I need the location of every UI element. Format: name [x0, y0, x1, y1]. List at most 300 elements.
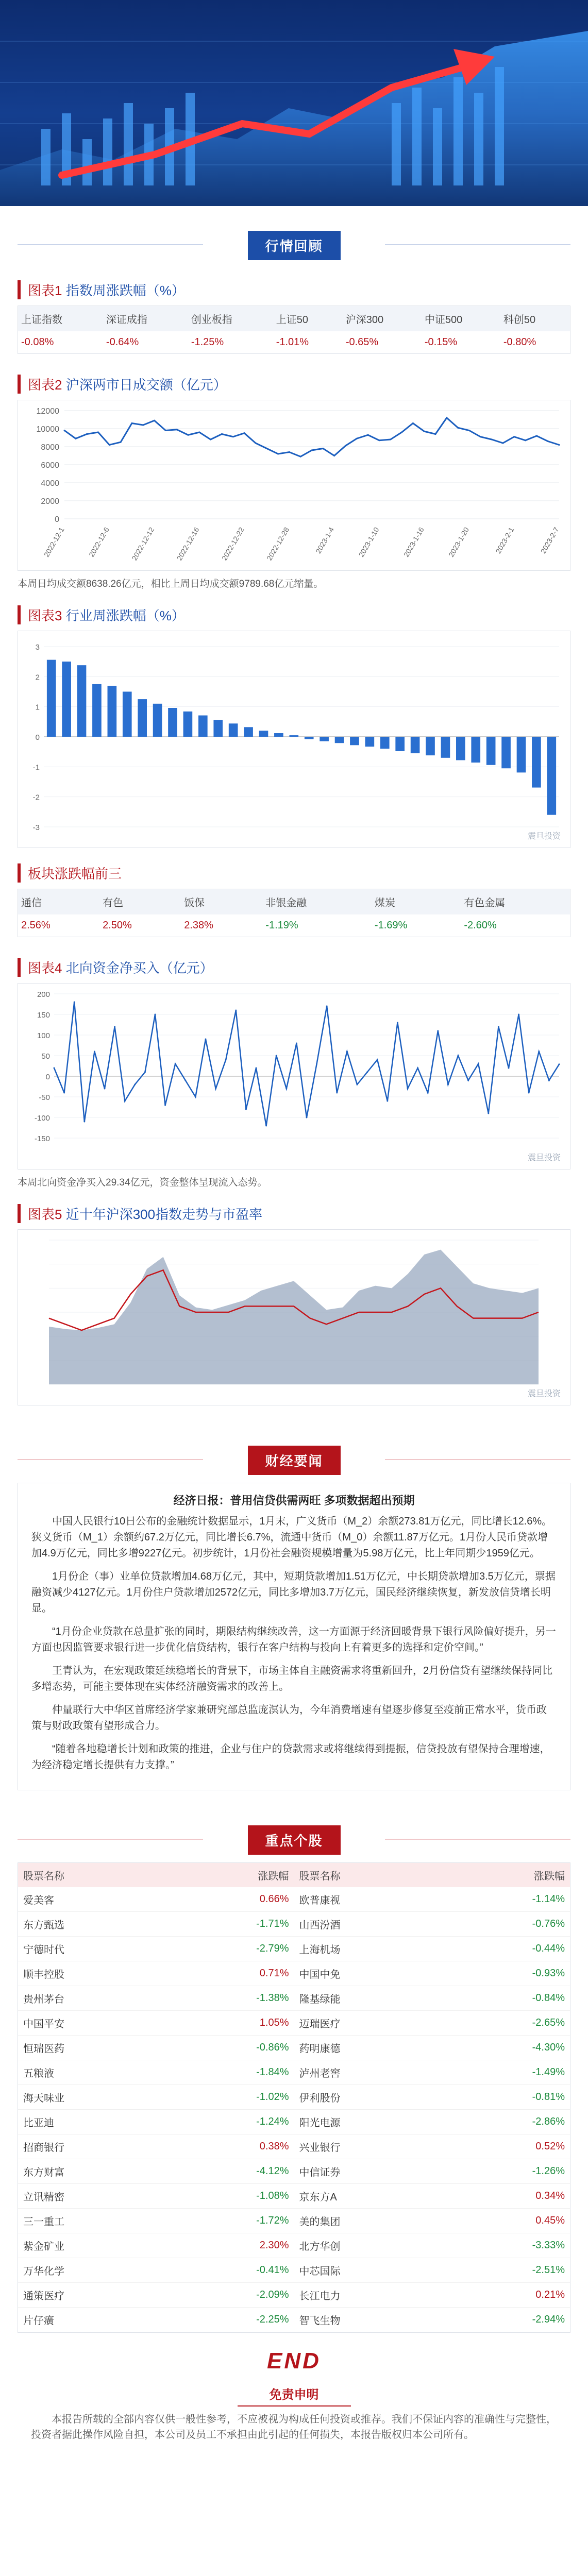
fig3-bar — [350, 737, 359, 745]
stock-name: 中信证券 — [294, 2159, 444, 2184]
fig2-y-tick: 0 — [55, 515, 59, 524]
stock-change: -3.33% — [445, 2233, 570, 2258]
fig4-point — [366, 1072, 368, 1073]
fig2-turnover-chart — [18, 400, 571, 570]
fig2-y-tick: 6000 — [41, 461, 59, 470]
fig1-value: -0.08% — [21, 336, 54, 348]
stock-name: 智飞生物 — [294, 2308, 444, 2332]
stock-change: 0.45% — [445, 2209, 570, 2233]
fig3-title: 图表3 行业周涨跌幅（%） — [18, 605, 570, 624]
fig2-x-tick: 2023-1-20 — [447, 526, 471, 558]
stock-name: 兴业银行 — [294, 2134, 444, 2159]
fig3-bar — [168, 708, 177, 737]
stock-change: -1.02% — [169, 2085, 294, 2110]
fig4-point — [417, 1067, 418, 1069]
stock-name: 通策医疗 — [18, 2283, 169, 2308]
fig2-point — [502, 443, 503, 444]
keypoints-row — [18, 2209, 570, 2233]
fig4-y-tick: 50 — [41, 1052, 50, 1061]
fig2-point — [491, 439, 493, 440]
fig3-bar — [123, 692, 132, 737]
fig3-bar — [213, 720, 223, 737]
fig2-x-tick: 2022-12-12 — [130, 526, 156, 562]
stock-change: -2.51% — [445, 2258, 570, 2283]
sector-header: 饭保 — [181, 889, 262, 914]
fig2-y-tick: 12000 — [36, 407, 59, 416]
fig2-point — [109, 444, 110, 446]
fig4-point — [447, 1084, 449, 1086]
sector-value: -1.19% — [265, 920, 298, 931]
fig4-point — [559, 1063, 560, 1065]
stock-change: -1.49% — [445, 2060, 570, 2085]
fig4-point — [74, 1002, 75, 1003]
fig4-point — [437, 1030, 439, 1032]
sector-value: -1.69% — [374, 920, 408, 931]
fig4-point — [316, 1063, 317, 1065]
fig4-point — [144, 1072, 146, 1073]
stock-name: 五粮液 — [18, 2060, 169, 2085]
fig2-point — [401, 432, 402, 433]
stock-change: 2.30% — [169, 2233, 294, 2258]
fig2-point — [367, 434, 369, 436]
fig4-point — [518, 1014, 519, 1015]
news-headline: 经济日报：普用信贷供需两旺 多项数据超出预期 — [173, 1494, 415, 1507]
fig4-point — [94, 1051, 95, 1053]
stock-change: -0.76% — [445, 1912, 570, 1937]
news-paragraph: 仲量联行大中华区首席经济学家兼研究部总监庞溟认为，今年消费增速有望逐步修复至疫前正常水平，货币政策与财政政策有望形成合力。 — [31, 1704, 547, 1732]
fig4-point — [336, 1092, 338, 1094]
news-paragraph: 王青认为，在宏观政策延续稳增长的背景下，市场主体自主融资需求将重新回升，2月份信贷有望继续保持同比多增态势，可能主要体现在实体经济融资需求的改善上。 — [31, 1665, 553, 1692]
fig2-point — [266, 448, 267, 449]
fig3-bar — [456, 737, 465, 760]
stock-name: 顺丰控股 — [18, 1961, 169, 1986]
stock-name: 万华化学 — [18, 2258, 169, 2283]
stock-change: -2.09% — [169, 2283, 294, 2308]
sector-header: 有色 — [99, 889, 181, 914]
stock-name: 上海机场 — [294, 1937, 444, 1961]
fig4-point — [528, 1092, 530, 1094]
stock-name: 比亚迪 — [18, 2110, 169, 2134]
news-paragraph: 中国人民银行10日公布的金融统计数据显示，1月末，广义货币（M_2）余额273.81万亿元，同比增长12.6%。狭义货币（M_1）余额约67.2万亿元，同比增长6.7%，流通中货币（M_0）余额11.87万亿元。1月份人民币贷款增加4.9万亿元，同比多增9227亿元。初步统计，1月份社会融资规模增量为5.98万亿元，比上年同期少1959亿元。 — [31, 1516, 552, 1559]
keypoints-row — [18, 2036, 570, 2060]
fig4-point — [478, 1063, 479, 1065]
stock-change: -0.86% — [169, 2036, 294, 2060]
fig2-point — [221, 433, 223, 435]
fig3-bar — [274, 733, 283, 737]
stock-change: 1.05% — [169, 2011, 294, 2036]
news-paragraph: “随着各地稳增长计划和政策的推进，企业与住户的贷款需求或将继续得到提振，信贷投放有望保持合理增速，为经济稳定增长提供有力支撑。” — [31, 1743, 550, 1771]
fig1-value: -0.80% — [503, 336, 536, 348]
fig1-header: 创业板指 — [188, 306, 273, 331]
fig4-point — [467, 1080, 469, 1081]
sector-table-box — [18, 889, 570, 937]
fig1-table — [18, 306, 570, 353]
fig3-bar — [517, 737, 526, 772]
fig2-point — [311, 450, 313, 451]
fig5-watermark: 震旦投资 — [527, 1389, 561, 1398]
fig2-point — [513, 436, 515, 437]
stock-change: -1.72% — [169, 2209, 294, 2233]
fig1-table-box — [18, 306, 570, 354]
fig4-point — [488, 1113, 489, 1114]
fig4-point — [83, 1121, 85, 1123]
fig3-bar — [532, 737, 541, 788]
fig1-value: -0.64% — [106, 336, 139, 348]
fig2-x-tick: 2022-12-1 — [42, 526, 66, 558]
sector-header: 煤炭 — [372, 889, 461, 914]
fig2-x-tick: 2023-2-7 — [539, 526, 561, 555]
keypoints-row — [18, 2060, 570, 2085]
fig2-point — [255, 443, 256, 444]
fig2-x-tick: 2022-12-16 — [175, 526, 201, 562]
keypoints-row — [18, 1937, 570, 1961]
stock-name: 紫金矿业 — [18, 2233, 169, 2258]
fig2-x-tick: 2023-1-16 — [402, 526, 426, 558]
fig2-note: 本周日均成交额8638.26亿元，相比上周日均成交额9789.68亿元缩量。 — [18, 579, 324, 589]
fig4-point — [235, 1010, 237, 1011]
fig2-chart-box — [18, 400, 570, 571]
fig4-y-tick: 100 — [37, 1031, 50, 1040]
disclaimer-text: 本报告所载的全部内容仅供一般性参考，不应被视为构成任何投资或推荐。我们不保证内容的准确性与完整性，投资者据此操作风险自担，本公司及员工不承担由此引起的任何损失，本报告版权归本公司所有。 — [31, 2414, 557, 2441]
fig3-industry-chart — [18, 631, 571, 848]
stock-change: -2.25% — [169, 2308, 294, 2332]
fig3-bar — [244, 727, 253, 737]
keypoints-row — [18, 2134, 570, 2159]
fig4-point — [215, 1088, 216, 1090]
fig1-value: -1.01% — [276, 336, 309, 348]
stock-name: 隆基绿能 — [294, 1986, 444, 2011]
fig2-point — [244, 432, 245, 434]
fig2-point — [64, 430, 65, 431]
fig4-point — [407, 1088, 409, 1090]
fig4-point — [357, 1084, 358, 1086]
fig3-bar — [501, 737, 511, 768]
fig2-y-tick: 10000 — [36, 425, 59, 434]
stock-name: 伊利股份 — [294, 2085, 444, 2110]
sector-value: -2.60% — [464, 920, 497, 931]
fig4-y-tick: 200 — [37, 990, 50, 999]
fig2-point — [345, 445, 346, 447]
fig4-point — [548, 1080, 550, 1081]
fig4-point — [346, 1051, 348, 1053]
fig4-point — [155, 1014, 156, 1015]
stock-name: 立讯精密 — [18, 2184, 169, 2209]
fig4-watermark: 震旦投资 — [527, 1154, 561, 1162]
fig4-point — [164, 1105, 166, 1106]
fig4-point — [458, 1055, 459, 1057]
stock-change: -2.79% — [169, 1937, 294, 1961]
fig4-chart-box — [18, 983, 570, 1170]
fig1-value: -0.15% — [424, 336, 458, 348]
fig2-point — [86, 433, 88, 435]
fig2-point — [154, 420, 155, 421]
fig4-y-tick: 150 — [37, 1011, 50, 1020]
fig2-point — [232, 436, 234, 437]
fig2-point — [547, 440, 549, 442]
fig4-series-line — [54, 1002, 559, 1126]
fig3-bar — [441, 737, 450, 758]
stock-name: 招商银行 — [18, 2134, 169, 2159]
fig2-point — [176, 429, 178, 430]
fig3-y-tick: -3 — [32, 823, 40, 832]
fig4-point — [134, 1084, 136, 1086]
fig1-header: 中证500 — [422, 306, 500, 331]
stock-name: 三一重工 — [18, 2209, 169, 2233]
fig2-x-tick: 2022-12-22 — [220, 526, 246, 562]
fig2-point — [536, 435, 537, 437]
keypoints-row — [18, 1912, 570, 1937]
stock-name: 中国平安 — [18, 2011, 169, 2036]
sector-value: 2.56% — [21, 920, 51, 931]
fig3-bar — [547, 737, 556, 815]
sector-table — [18, 889, 570, 937]
fig1-header: 科创50 — [500, 306, 570, 331]
fig4-point — [397, 1022, 398, 1024]
stock-name: 欧普康视 — [294, 1887, 444, 1912]
section-tag-news: 财经要闻 — [247, 1446, 340, 1475]
stock-name: 爱美客 — [18, 1887, 169, 1912]
fig3-bar — [426, 737, 435, 755]
stock-name: 中国中免 — [294, 1961, 444, 1986]
stock-name: 山西汾酒 — [294, 1912, 444, 1937]
fig2-point — [75, 438, 76, 439]
stock-name: 片仔癀 — [18, 2308, 169, 2332]
stock-name: 宁德时代 — [18, 1937, 169, 1961]
fig2-x-tick: 2022-12-6 — [87, 526, 111, 558]
fig4-point — [104, 1088, 106, 1090]
stock-name: 海天味业 — [18, 2085, 169, 2110]
section-tag-market: 行情回顾 — [247, 231, 340, 260]
disclaimer-title: 免责申明 — [238, 2384, 351, 2406]
fig2-point — [165, 430, 166, 431]
fig2-point — [468, 430, 470, 431]
section-header-keypoints — [0, 1816, 588, 1862]
news-article — [18, 1483, 570, 1790]
fig4-point — [326, 1006, 328, 1007]
stock-change: -1.84% — [169, 2060, 294, 2085]
fig2-point — [277, 453, 279, 455]
stock-name: 迈瑞医疗 — [294, 2011, 444, 2036]
keypoints-header: 股票名称 — [294, 1863, 444, 1887]
fig4-point — [508, 1067, 510, 1069]
stock-name: 东方财富 — [18, 2159, 169, 2184]
stock-change: 0.71% — [169, 1961, 294, 1986]
fig3-bar — [365, 737, 375, 747]
stock-change: -1.71% — [169, 1912, 294, 1937]
fig4-point — [306, 1117, 308, 1118]
news-paragraph: “1月份企业贷款在总量扩张的同时，期限结构继续改善，这一方面源于经济回暖背景下银行风险偏好提升，另一方面也因监管要求银行进一步优化信贷结构，银行在客户结构与投向上有着更多的选择和定价空间。” — [31, 1626, 556, 1653]
fig3-y-tick: -1 — [32, 763, 40, 772]
fig3-bar — [62, 662, 71, 737]
fig2-point — [412, 422, 414, 424]
stock-change: -2.86% — [445, 2110, 570, 2134]
fig4-point — [285, 1088, 287, 1090]
fig2-point — [210, 439, 211, 440]
fig4-point — [498, 1026, 499, 1028]
fig4-point — [195, 1096, 196, 1098]
fig2-point — [390, 439, 391, 440]
hero-banner — [0, 0, 588, 206]
fig2-point — [333, 455, 335, 456]
fig5-csi300-chart — [18, 1230, 571, 1405]
fig3-y-tick: 1 — [35, 703, 40, 712]
stock-name: 阳光电源 — [294, 2110, 444, 2134]
keypoints-row — [18, 2184, 570, 2209]
fig2-point — [356, 438, 358, 439]
fig4-point — [205, 1039, 207, 1040]
fig3-bar — [471, 737, 480, 762]
fig4-point — [387, 1100, 388, 1102]
keypoints-row — [18, 1887, 570, 1912]
fig4-point — [256, 1067, 257, 1069]
fig4-title: 图表4 北向资金净买入（亿元） — [18, 958, 570, 977]
stock-change: -1.08% — [169, 2184, 294, 2209]
keypoints-row — [18, 1961, 570, 1986]
fig2-point — [300, 456, 301, 457]
keypoints-row — [18, 2085, 570, 2110]
stock-change: -1.26% — [445, 2159, 570, 2184]
stock-name: 京东方A — [294, 2184, 444, 2209]
fig3-bar — [108, 686, 117, 737]
fig3-bar — [47, 660, 56, 737]
news-paragraph: 1月份企（事）业单位贷款增加4.68万亿元，其中，短期贷款增加1.51万亿元，中长期贷款增加3.5万亿元，票据融资减少4127亿元。1月份住户贷款增加2572亿元，同比多增加3.7万亿元，国民经济继续恢复，新发放信贷增长明显。 — [31, 1571, 556, 1614]
fig3-chart-box — [18, 631, 570, 848]
fig4-point — [225, 1059, 227, 1061]
stock-change: 0.66% — [169, 1887, 294, 1912]
fig1-header: 沪深300 — [343, 306, 422, 331]
stock-name: 药明康德 — [294, 2036, 444, 2060]
fig2-point — [435, 433, 436, 435]
fig2-point — [424, 431, 425, 432]
fig4-point — [296, 1043, 297, 1044]
stock-change: -0.81% — [445, 2085, 570, 2110]
fig3-bar — [380, 737, 390, 749]
keypoints-row — [18, 2283, 570, 2308]
stock-name: 贵州茅台 — [18, 1986, 169, 2011]
stock-change: -4.12% — [169, 2159, 294, 2184]
end-marker — [0, 2348, 588, 2374]
fig2-point — [97, 432, 99, 433]
fig3-bar — [183, 711, 193, 737]
fig3-bar — [320, 737, 329, 741]
fig4-note: 本周北向资金净买入29.34亿元，资金整体呈现流入态势。 — [18, 1177, 267, 1188]
fig3-y-tick: -2 — [32, 793, 40, 802]
fig3-bar — [335, 737, 344, 743]
fig5-index-area — [49, 1250, 539, 1384]
stock-change: -1.24% — [169, 2110, 294, 2134]
fig2-point — [457, 427, 459, 429]
fig2-point — [120, 442, 122, 443]
stock-change: -0.44% — [445, 1937, 570, 1961]
fig1-value: -1.25% — [191, 336, 224, 348]
keypoints-table-box — [18, 1862, 570, 2333]
fig5-chart-box — [18, 1229, 570, 1405]
fig3-bar — [198, 716, 208, 737]
fig4-northbound-chart — [18, 984, 571, 1169]
fig2-point — [142, 425, 144, 426]
fig3-bar — [395, 737, 405, 751]
keypoints-row — [18, 1986, 570, 2011]
fig4-point — [377, 1059, 378, 1061]
sector-title: 板块涨跌幅前三 — [18, 863, 570, 883]
stock-change: -0.41% — [169, 2258, 294, 2283]
fig4-point — [245, 1109, 247, 1110]
section-tag-keypoints: 重点个股 — [247, 1825, 340, 1855]
fig2-point — [480, 436, 481, 437]
stock-name: 恒瑞医药 — [18, 2036, 169, 2060]
fig2-x-tick: 2023-2-1 — [494, 526, 516, 555]
fig2-y-tick: 4000 — [41, 479, 59, 488]
fig4-point — [63, 1092, 65, 1094]
fig2-y-tick: 2000 — [41, 497, 59, 506]
fig4-point — [175, 1063, 176, 1065]
fig1-header: 上证指数 — [18, 306, 103, 331]
stock-change: -0.84% — [445, 1986, 570, 2011]
fig4-point — [265, 1125, 267, 1127]
sector-value: 2.38% — [184, 920, 213, 931]
fig1-header: 上证50 — [273, 306, 343, 331]
sector-header: 有色金属 — [461, 889, 570, 914]
sector-header: 非银金融 — [262, 889, 372, 914]
fig4-point — [427, 1092, 429, 1094]
section-header-market — [0, 222, 588, 268]
keypoints-table — [18, 1863, 570, 2332]
sector-value: 2.50% — [103, 920, 132, 931]
stock-change: -4.30% — [445, 2036, 570, 2060]
fig2-point — [188, 434, 189, 436]
fig3-y-tick: 0 — [35, 733, 40, 742]
stock-change: 0.52% — [445, 2134, 570, 2159]
fig2-y-tick: 8000 — [41, 443, 59, 452]
keypoints-row — [18, 2233, 570, 2258]
fig4-point — [538, 1051, 540, 1053]
fig1-header: 深证成指 — [103, 306, 188, 331]
stock-name: 泸州老窖 — [294, 2060, 444, 2085]
stock-name: 长江电力 — [294, 2283, 444, 2308]
section-header-news — [0, 1436, 588, 1483]
end-word: END — [267, 2348, 321, 2374]
fig4-y-tick: -100 — [34, 1114, 50, 1123]
keypoints-row — [18, 2159, 570, 2184]
keypoints-row — [18, 2308, 570, 2332]
stock-change: 0.38% — [169, 2134, 294, 2159]
fig3-bar — [138, 699, 147, 737]
fig4-y-tick: 0 — [45, 1073, 50, 1081]
fig4-point — [114, 1026, 115, 1028]
keypoints-row — [18, 2011, 570, 2036]
fig1-title: 图表1 指数周涨跌幅（%） — [18, 280, 570, 299]
fig3-bar — [229, 723, 238, 737]
stock-name: 美的集团 — [294, 2209, 444, 2233]
fig3-watermark: 震旦投资 — [527, 832, 561, 841]
fig2-point — [446, 417, 447, 419]
fig2-point — [378, 439, 380, 441]
fig2-x-tick: 2022-12-28 — [265, 526, 291, 562]
fig5-title: 图表5 近十年沪深300指数走势与市盈率 — [18, 1204, 570, 1223]
stock-name: 北方华创 — [294, 2233, 444, 2258]
keypoints-header: 股票名称 — [18, 1863, 169, 1887]
fig2-point — [322, 448, 324, 449]
fig3-y-tick: 2 — [35, 673, 40, 682]
fig2-point — [525, 439, 526, 441]
keypoints-row — [18, 2258, 570, 2283]
stock-change: -1.38% — [169, 1986, 294, 2011]
fig2-title: 图表2 沪深两市日成交额（亿元） — [18, 375, 570, 394]
keypoints-header: 涨跌幅 — [169, 1863, 294, 1887]
fig3-bar — [289, 735, 298, 737]
fig2-point — [131, 422, 132, 424]
sector-header: 通信 — [18, 889, 99, 914]
